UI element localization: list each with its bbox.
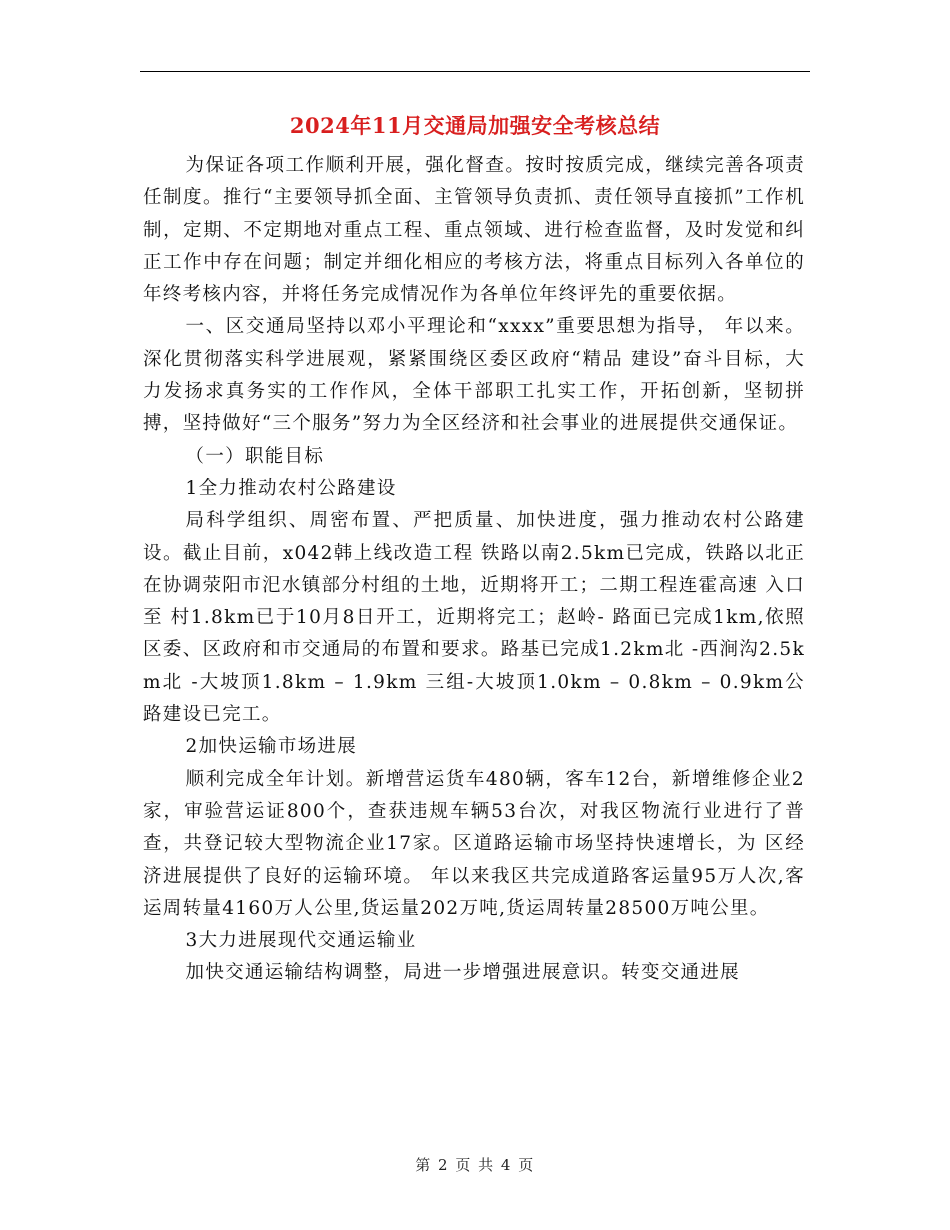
paragraph-transport-market: 顺利完成全年计划。新增营运货车480辆，客车12台，新增维修企业2家，审验营运证800个，查获违规车辆53台次，对我区物流行业进行了普查，共登记较大型物流企业17家。区道路运输市场坚持快速增长，为 区经济进展提供了良好的运输环境。 年以来我区共完成道路客运量95万人次,客运周转量4160万人公里,货运量202万吨,货运周转量28500万吨公里。 [143,768,805,919]
paragraph-modern-transport: 加快交通运输结构调整，局进一步增强进展意识。转变交通进展 [185,962,740,984]
document-body [143,150,805,990]
subheading-transport-market: 2加快运输市场进展 [185,736,358,758]
subheading-rural-roads: 1全力推动农村公路建设 [185,477,397,499]
header-rule [140,71,810,72]
subheading-functional-goals: （一）职能目标 [185,445,325,467]
subheading-modern-transport: 3大力进展现代交通运输业 [185,930,417,952]
page-number: 第 2 页 共 4 页 [415,1156,535,1174]
document-title: 2024年11月交通局加强安全考核总结 [289,113,661,138]
paragraph-section-one: 一、区交通局坚持以邓小平理论和“xxxx”重要思想为指导， 年以来。深化贯彻落实科学进展观，紧紧围绕区委区政府“精品 建设”奋斗目标，大力发扬求真务实的工作作风，全体干部职工扎实工作，开拓创新，坚韧拼搏，坚持做好“三个服务”努力为全区经济和社会事业的进展提供交通保证。 [143,316,805,435]
paragraph-intro: 为保证各项工作顺利开展，强化督查。按时按质完成，继续完善各项责任制度。推行“主要领导抓全面、主管领导负责抓、责任领导直接抓”工作机制，定期、不定期地对重点工程、重点领域、进行检查监督，及时发觉和纠正工作中存在问题；制定并细化相应的考核方法，将重点目标列入各单位的年终考核内容，并将任务完成情况作为各单位年终评先的重要依据。 [143,155,805,306]
paragraph-rural-roads: 局科学组织、周密布置、严把质量、加快进度，强力推动农村公路建设。截止目前，x042韩上线改造工程 铁路以南2.5km已完成，铁路以北正在协调荥阳市汜水镇部分村组的土地，近期将开工；二期工程连霍高速 入口至 村1.8km已于10月8日开工，近期将完工；赵岭- 路面已完成1km,依照区委、区政府和市交通局的布置和要求。路基已完成1.2km北 -西涧沟2.5km北 -大坡顶1.8km – 1.9km 三组-大坡顶1.0km – 0.8km – 0.9km公路建设已完工。 [143,510,805,726]
